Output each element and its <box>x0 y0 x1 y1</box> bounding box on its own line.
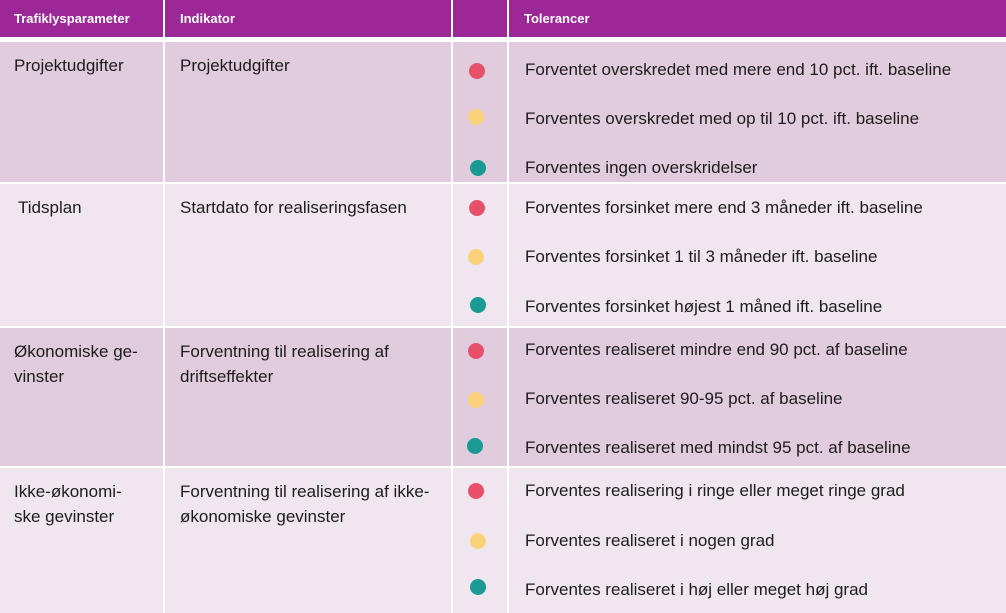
yellow-light-icon <box>470 533 486 549</box>
row-tidsplan-parameter <box>0 184 165 328</box>
tolerance-text: Forventes realiseret i nogen grad <box>525 531 775 550</box>
tolerance-text: Forventes overskredet med op til 10 pct. ift. baseline <box>525 109 920 128</box>
row-tidsplan-indicator <box>165 184 453 328</box>
yellow-light-icon <box>468 249 484 265</box>
parameter-label-line: Økonomiske ge- <box>14 342 138 361</box>
row-tidsplan-tolerances <box>509 184 1006 328</box>
red-light-icon <box>469 63 485 79</box>
parameter-label <box>0 328 154 389</box>
row-projektudgifter-lights <box>453 42 509 184</box>
green-light-icon <box>470 160 486 176</box>
red-light-icon <box>468 343 484 359</box>
green-light-icon <box>467 438 483 454</box>
row-tidsplan-lights <box>453 184 509 328</box>
parameter-label: Tidsplan <box>18 198 82 217</box>
indicator-label: Forventning til realisering af ikke-økonomiske gevinster <box>180 482 430 526</box>
tolerance-text: Forventes realiseret mindre end 90 pct. af baseline <box>525 340 908 359</box>
yellow-light-icon <box>468 109 484 125</box>
row-projektudgifter-indicator <box>165 42 453 184</box>
red-light-icon <box>469 200 485 216</box>
parameter-label <box>0 468 154 529</box>
tolerance-text: Forventet overskredet med mere end 10 pct. ift. baseline <box>525 60 952 79</box>
row-okonomiske-tolerances <box>509 328 1006 468</box>
parameter-label-line: vinster <box>14 367 65 386</box>
header-light <box>453 0 509 42</box>
tolerance-text: Forventes forsinket mere end 3 måneder ift. baseline <box>525 198 923 217</box>
tolerance-text: Forventes ingen overskridelser <box>525 158 758 177</box>
red-light-icon <box>468 483 484 499</box>
tolerance-text: Forventes realiseret med mindst 95 pct. af baseline <box>525 438 911 457</box>
indicator-label: Forventning til realisering af driftseffekter <box>180 342 389 386</box>
row-okonomiske-parameter <box>0 328 165 468</box>
row-ikke-okonomiske-tolerances <box>509 468 1006 613</box>
indicator-label: Projektudgifter <box>180 56 290 75</box>
tolerance-text: Forventes forsinket højest 1 måned ift. baseline <box>525 297 883 316</box>
tolerance-text: Forventes forsinket 1 til 3 måneder ift. baseline <box>525 247 878 266</box>
tolerance-text: Forventes realisering i ringe eller meget ringe grad <box>525 481 905 500</box>
parameter-label-line: ske gevinster <box>14 507 115 526</box>
header-indicator: Indikator <box>165 0 453 42</box>
green-light-icon <box>470 297 486 313</box>
header-tolerances: Tolerancer <box>509 0 1006 42</box>
row-projektudgifter-parameter <box>0 42 165 184</box>
green-light-icon <box>470 579 486 595</box>
row-ikke-okonomiske-lights <box>453 468 509 613</box>
row-ikke-okonomiske-indicator <box>165 468 453 613</box>
yellow-light-icon <box>468 392 484 408</box>
parameter-label: Projektudgifter <box>14 56 124 75</box>
tolerance-text: Forventes realiseret 90-95 pct. af baseline <box>525 389 843 408</box>
row-okonomiske-lights <box>453 328 509 468</box>
row-okonomiske-indicator <box>165 328 453 468</box>
row-projektudgifter-tolerances <box>509 42 1006 184</box>
tolerance-text: Forventes realiseret i høj eller meget høj grad <box>525 580 868 599</box>
row-ikke-okonomiske-parameter <box>0 468 165 613</box>
header-parameter: Trafiklysparameter <box>0 0 165 42</box>
indicator-label: Startdato for realiseringsfasen <box>180 198 407 217</box>
parameter-label-line: Ikke-økonomi- <box>14 482 122 501</box>
